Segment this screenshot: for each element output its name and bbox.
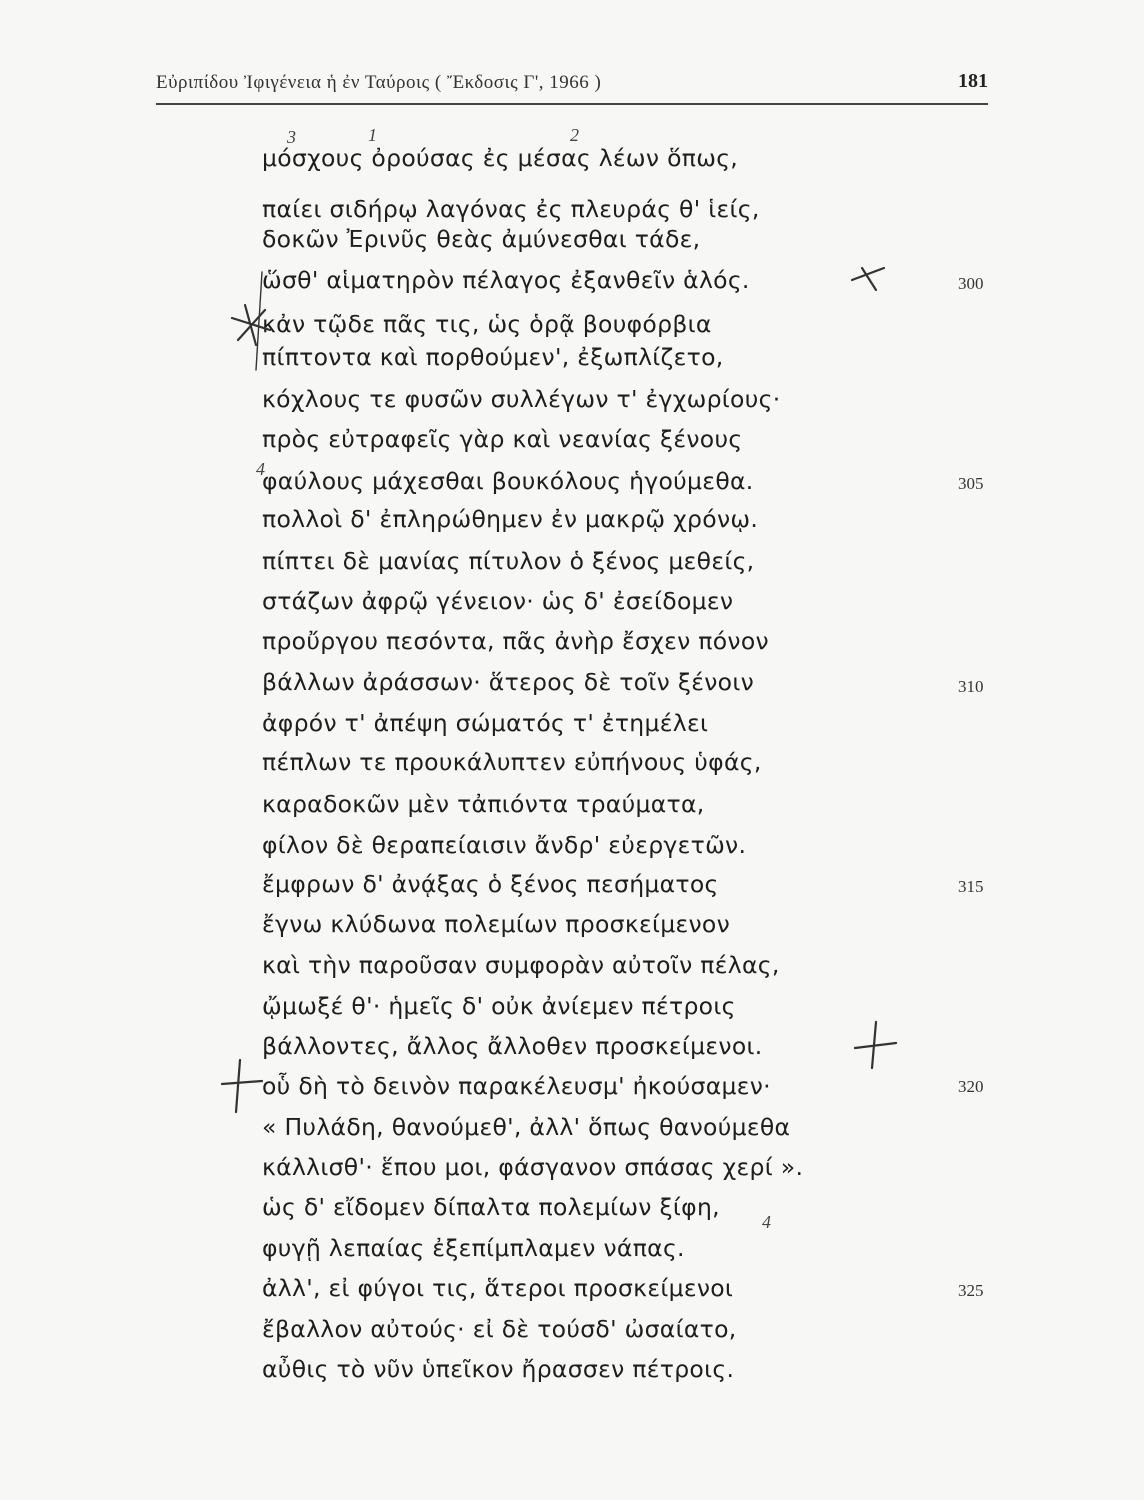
verse-line: πρὸς εὐτραφεῖς γὰρ καὶ νεανίας ξένους [262,425,743,453]
verse-line: στάζων ἀφρῷ γένειον· ὡς δ' ἐσείδομεν [262,587,734,615]
verse-line: κάλλισθ'· ἕπου μοι, φάσγανον σπάσας χερί ». [262,1153,804,1181]
verse-line: πέπλων τε προυκάλυπτεν εὐπήνους ὑφάς, [262,748,762,776]
handwritten-number: 2 [570,125,579,145]
line-number: 300 [958,274,984,293]
line-number: 325 [958,1281,984,1300]
verse-line: πίπτοντα καὶ πορθούμεν', ἐξωπλίζετο, [262,343,724,371]
verse-line: ἔγνω κλύδωνα πολεμίων προσκείμενον [262,910,731,938]
line-number: 320 [958,1077,984,1096]
verse-line: πολλοὶ δ' ἐπληρώθημεν ἐν μακρῷ χρόνῳ. [262,505,759,533]
verse-line: παίει σιδήρῳ λαγόνας ἐς πλευράς θ' ἱείς, [262,195,760,223]
verse-line: φίλον δὲ θεραπείαισιν ἄνδρ' εὐεργετῶν. [262,831,747,859]
verse-line: δοκῶν Ἐρινῦς θεὰς ἀμύνεσθαι τάδε, [262,225,701,253]
verse-line: βάλλων ἀράσσων· ἅτερος δὲ τοῖν ξένοιν [262,668,755,696]
verse-line: ἔβαλλον αὐτούς· εἰ δὲ τούσδ' ὠσαίατο, [262,1315,737,1343]
handwritten-plus-mark [222,1060,262,1112]
verse-line: φαύλους μάχεσθαι βουκόλους ἡγούμεθα. [262,467,754,495]
handwritten-number: 1 [368,125,377,145]
verse-line: κἀν τῷδε πᾶς τις, ὡς ὁρᾷ βουφόρβια [262,310,712,338]
line-number: 315 [958,877,984,896]
line-number: 305 [958,474,984,493]
verse-line: ὥσθ' αἱματηρὸν πέλαγος ἐξανθεῖν ἁλός. [262,266,750,294]
verse-line: πίπτει δὲ μανίας πίτυλον ὁ ξένος μεθείς, [262,547,755,575]
verse-line: καραδοκῶν μὲν τἀπιόντα τραύματα, [262,790,705,818]
verse-line: ἔμφρων δ' ἀνᾴξας ὁ ξένος πεσήματος [262,870,719,898]
handwritten-number: 4 [256,459,265,479]
verse-line: βάλλοντες, ἄλλος ἄλλοθεν προσκείμενοι. [262,1032,763,1060]
verse-block [262,0,942,1500]
line-number: 310 [958,677,984,696]
verse-line: προὔργου πεσόντα, πᾶς ἀνὴρ ἔσχεν πόνον [262,627,769,655]
verse-line: καὶ τὴν παροῦσαν συμφορὰν αὐτοῖν πέλας, [262,951,780,979]
verse-line: μόσχους ὀρούσας ἐς μέσας λέων ὅπως, [262,144,739,172]
verse-line: ᾤμωξέ θ'· ἡμεῖς δ' οὐκ ἀνίεμεν πέτροις [262,992,736,1020]
verse-line: ἀφρόν τ' ἀπέψη σώματός τ' ἐτημέλει [262,709,709,737]
page-number: 181 [958,70,988,92]
verse-line: ἀλλ', εἰ φύγοι τις, ἅτεροι προσκείμενοι [262,1274,734,1302]
verse-line: φυγῇ λεπαίας ἐξεπίμπλαμεν νάπας. [262,1234,685,1262]
verse-line: αὖθις τὸ νῦν ὑπεῖκον ἤρασσεν πέτροις. [262,1355,735,1383]
verse-line: οὗ δὴ τὸ δεινὸν παρακέλευσμ' ἠκούσαμεν· [262,1072,771,1100]
handwritten-number: 4 [762,1212,771,1232]
verse-line: « Πυλάδη, θανούμεθ', ἀλλ' ὅπως θανούμεθα [262,1113,791,1141]
running-title: Εὐριπίδου Ἰφιγένεια ἡ ἐν Ταύροις ( Ἔκδοσις Γ', 1966 ) [156,72,602,93]
verse-line: κόχλους τε φυσῶν συλλέγων τ' ἐγχωρίους· [262,385,781,413]
verse-line: ὡς δ' εἴδομεν δίπαλτα πολεμίων ξίφη, [262,1193,720,1221]
handwritten-number: 3 [287,127,296,147]
